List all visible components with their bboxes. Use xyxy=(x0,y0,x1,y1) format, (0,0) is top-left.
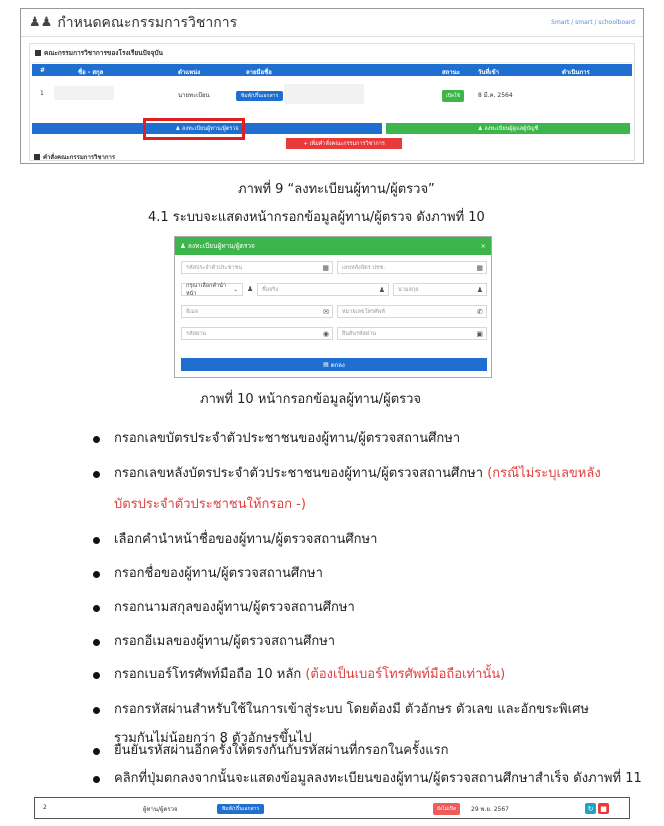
phone-icon: ✆ xyxy=(477,307,483,316)
modal-header xyxy=(175,237,491,255)
figure-11-row xyxy=(34,797,630,819)
col-position: ตำแหน่ง xyxy=(178,69,201,76)
list-item: กรอกเลขบัตรประจำตัวประชาชนของผู้ทาน/ผู้ตรวจสถานศึกษา xyxy=(114,428,460,450)
email-input[interactable]: อีเมล ✉ xyxy=(181,305,333,318)
user-plus-icon: ♟ xyxy=(175,125,183,132)
id-card-input[interactable]: รหัสประจำตัวประชาชน ▦ xyxy=(181,261,333,274)
page-title: ♟♟ กำหนดคณะกรรมการวิชาการ xyxy=(29,14,238,31)
list-item: เลือกคำนำหน้าชื่อของผู้ทาน/ผู้ตรวจสถานศึกษา xyxy=(114,529,377,551)
users-icon: ♟♟ xyxy=(29,15,53,30)
row-date: 29 พ.ย. 2567 xyxy=(471,806,510,813)
list-item: ยืนยันรหัสผ่านอีกครั้งให้ตรงกันกับรหัสผ่านที่กรอกในครั้งแรก xyxy=(114,740,448,762)
intro-paragraph: 4.1 ระบบจะแสดงหน้ากรอกข้อมูลผู้ทาน/ผู้ตรวจ ดังภาพที่ 10 xyxy=(148,210,485,225)
list-item: กรอกเลขหลังบัตรประจำตัวประชาชนของผู้ทาน/ผู้ตรวจสถานศึกษา (กรณีไม่ระบุเลขหลัง xyxy=(114,463,601,485)
refresh-icon[interactable]: ↻ xyxy=(585,803,596,814)
signature-image xyxy=(284,84,364,104)
page-header xyxy=(21,9,643,37)
first-name-input[interactable]: ชื่อจริง ♟ xyxy=(257,283,389,296)
user-icon: ♟ xyxy=(378,285,385,294)
id-back-input[interactable]: เลขหลังบัตร ปชช. ▦ xyxy=(337,261,487,274)
row-index: 1 xyxy=(40,90,44,97)
user-icon: ♟ xyxy=(476,285,483,294)
breadcrumb[interactable]: Smart / smart / schoolboard xyxy=(551,19,635,26)
order-section-title: คำสั่งคณะกรรมการวิชาการ xyxy=(34,152,115,162)
trash-icon[interactable]: ■ xyxy=(598,803,609,814)
row-date: 8 มี.ค. 2564 xyxy=(478,92,513,99)
eye-icon[interactable]: ◉ xyxy=(322,329,329,338)
figure-9-screenshot xyxy=(20,8,644,164)
table-row xyxy=(32,82,632,106)
add-order-button[interactable]: + เพิ่มคำสั่งคณะกรรมการวิชาการ xyxy=(286,138,402,149)
envelope-icon: ✉ xyxy=(323,307,329,316)
user-icon: ♟ xyxy=(247,285,254,293)
print-document-button[interactable]: พิมพ์/ปริ้นเอกสาร xyxy=(217,804,264,814)
list-item: กรอกนามสกุลของผู้ทาน/ผู้ตรวจสถานศึกษา xyxy=(114,597,355,619)
plus-icon: + xyxy=(303,140,310,147)
modal-title: ♟ ลงทะเบียนผู้ทาน/ผู้ตรวจ xyxy=(180,242,255,250)
list-item: กรอกรหัสผ่านสำหรับใช้ในการเข้าสู่ระบบ โดยต้องมี ตัวอักษร ตัวเลข และอักขระพิเศษ xyxy=(114,699,589,721)
committee-card xyxy=(29,43,635,161)
chevron-down-icon: ⌄ xyxy=(233,286,238,293)
col-actions: ดำเนินการ xyxy=(562,69,590,76)
list-item-continuation: รวมกันไม่น้อยกว่า 8 ตัวอักษรขึ้นไป xyxy=(114,731,312,746)
lock-icon: ▣ xyxy=(476,329,483,338)
status-badge[interactable]: ยังไม่เปิด xyxy=(433,803,460,815)
modal-body xyxy=(175,255,491,377)
list-item: กรอกเบอร์โทรศัพท์มือถือ 10 หลัก (ต้องเป็นเบอร์โทรศัพท์มือถือเท่านั้น) xyxy=(114,664,505,686)
password-input[interactable]: รหัสผ่าน ◉ xyxy=(181,327,333,340)
col-name: ชื่อ - สกุล xyxy=(78,69,104,76)
row-position: นายทะเบียน xyxy=(178,92,210,99)
row-name-redacted xyxy=(54,86,114,100)
figure-10-modal xyxy=(174,236,492,378)
list-item-continuation: บัตรประจำตัวประชาชนให้กรอก -) xyxy=(114,497,306,512)
figure-9-caption: ภาพที่ 9 “ลงทะเบียนผู้ทาน/ผู้ตรวจ” xyxy=(238,182,435,197)
col-status: สถานะ xyxy=(442,69,460,76)
save-button[interactable]: ▤ ตกลง xyxy=(181,358,487,371)
id-card-icon: ▦ xyxy=(322,263,329,272)
figure-10-caption: ภาพที่ 10 หน้ากรอกข้อมูลผู้ทาน/ผู้ตรวจ xyxy=(200,392,422,407)
table-header xyxy=(32,64,632,76)
user-plus-icon: ♟ xyxy=(477,125,485,132)
list-item: คลิกที่ปุ่มตกลงจากนั้นจะแสดงข้อมูลลงทะเบียนของผู้ทาน/ผู้ตรวจสถานศึกษาสำเร็จ ดังภาพที่ 11 xyxy=(114,768,642,790)
section-icon xyxy=(34,154,40,160)
user-plus-icon: ♟ xyxy=(180,242,188,250)
highlight-box xyxy=(143,118,245,140)
save-icon: ▤ xyxy=(323,361,331,368)
col-index: # xyxy=(40,67,46,74)
phone-input[interactable]: หมายเลขโทรศัพท์ ✆ xyxy=(337,305,487,318)
row-index: 2 xyxy=(43,804,47,811)
confirm-password-input[interactable]: ยืนยันรหัสผ่าน ▣ xyxy=(337,327,487,340)
prefix-select[interactable]: กรุณาเลือกคำนำหน้า ⌄ xyxy=(181,283,243,296)
status-badge[interactable]: เปิดใช้ xyxy=(442,90,464,102)
card-title: คณะกรรมการวิชาการของโรงเรียนปัจจุบัน xyxy=(30,44,634,63)
print-document-button[interactable]: พิมพ์/ปริ้นเอกสาร xyxy=(236,91,283,101)
register-reviewer-button[interactable]: ♟ ลงทะเบียนผู้ทาน/ผู้ตรวจ xyxy=(32,123,382,134)
list-item: กรอกอีเมลของผู้ทาน/ผู้ตรวจสถานศึกษา xyxy=(114,631,335,653)
col-date: วันที่เข้า xyxy=(478,69,499,76)
row-position: ผู้ทาน/ผู้ตรวจ xyxy=(143,806,178,813)
col-signature: ลายมือชื่อ xyxy=(246,69,272,76)
register-user-button[interactable]: ♟ ลงทะเบียนผู้ดูแลผู้บัญชี xyxy=(386,123,630,134)
section-icon xyxy=(35,50,41,56)
last-name-input[interactable]: นามสกุล ♟ xyxy=(393,283,487,296)
list-item: กรอกชื่อของผู้ทาน/ผู้ตรวจสถานศึกษา xyxy=(114,563,323,585)
id-card-icon: ▦ xyxy=(476,263,483,272)
close-icon[interactable]: × xyxy=(480,242,486,250)
